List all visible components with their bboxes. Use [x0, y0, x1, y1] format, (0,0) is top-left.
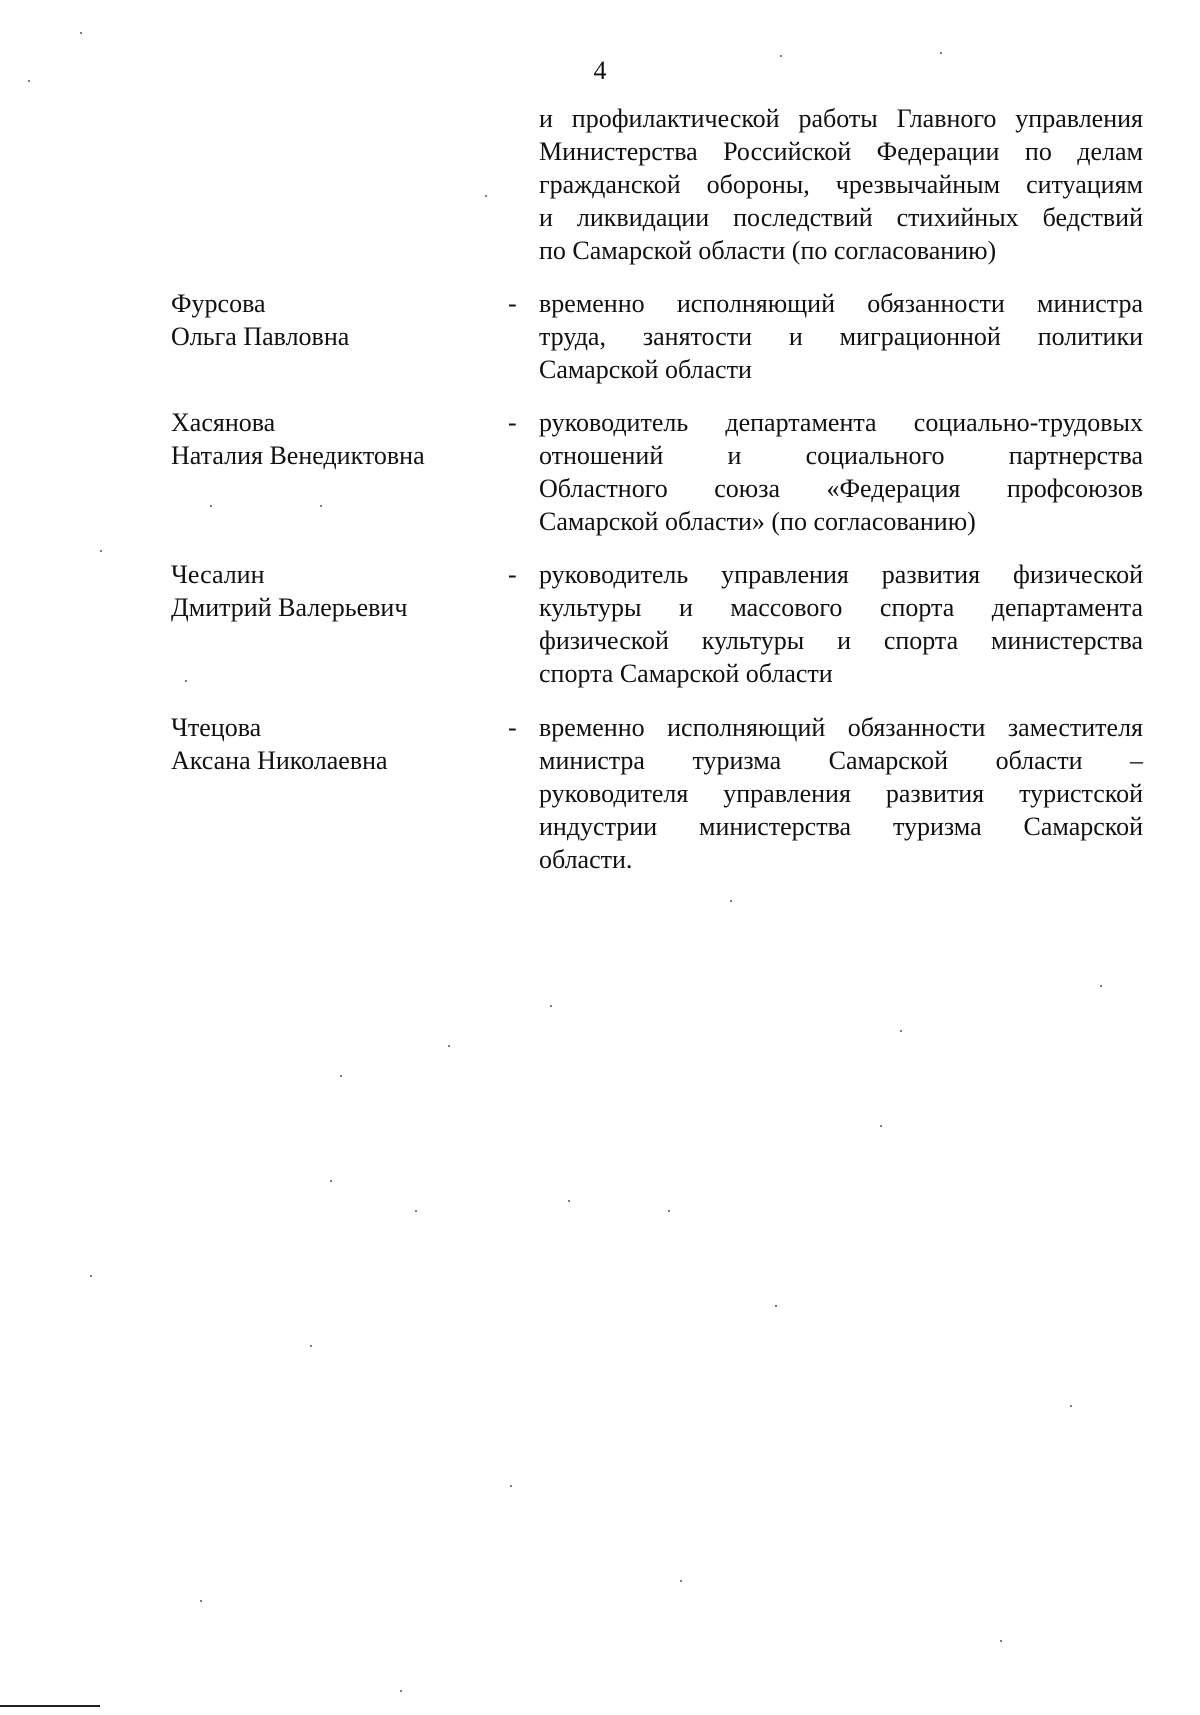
continuation-line: Министерства Российской Федерации по делам [539, 137, 1143, 166]
position-line: временно исполняющий обязанности заместителя [539, 713, 1143, 742]
entry-dash: - [508, 713, 517, 742]
scan-speck [330, 1180, 332, 1182]
continuation-line: и ликвидации последствий стихийных бедствий [539, 203, 1143, 232]
scan-speck [90, 1275, 92, 1277]
continuation-line: и профилактической работы Главного управления [539, 104, 1143, 133]
scan-speck [680, 1580, 682, 1582]
position-line: культуры и массового спорта департамента [539, 593, 1143, 622]
scan-speck [100, 550, 102, 552]
member-given-names: Дмитрий Валерьевич [171, 593, 408, 622]
scan-speck [1070, 1405, 1072, 1407]
scan-speck [415, 1210, 417, 1212]
position-line: Областного союза «Федерация профсоюзов [539, 474, 1143, 503]
scan-speck [340, 1075, 342, 1077]
position-line: Самарской области» (по согласованию) [539, 507, 976, 536]
position-line: руководитель департамента социально-трудовых [539, 408, 1143, 437]
member-position [539, 287, 1143, 386]
member-name [171, 406, 491, 472]
scan-speck [780, 55, 782, 57]
position-line: отношений и социального партнерства [539, 441, 1143, 470]
scan-speck [1000, 1640, 1002, 1642]
scan-speck [448, 1045, 450, 1047]
scan-speck [80, 32, 82, 34]
scan-speck [400, 1690, 402, 1692]
scan-speck [485, 195, 487, 197]
scan-speck [880, 1125, 882, 1127]
member-given-names: Ольга Павловна [171, 322, 350, 351]
entry-dash: - [508, 289, 517, 318]
position-line: физической культуры и спорта министерства [539, 626, 1143, 655]
position-line: руководителя управления развития туристской [539, 779, 1143, 808]
position-line: министра туризма Самарской области – [539, 746, 1143, 775]
member-surname: Чесалин [171, 560, 265, 589]
member-surname: Фурсова [171, 289, 266, 318]
position-line: индустрии министерства туризма Самарской [539, 812, 1143, 841]
page-number: 4 [593, 56, 607, 85]
member-position [539, 406, 1143, 538]
continuation-line: гражданской обороны, чрезвычайным ситуациям [539, 170, 1143, 199]
member-name [171, 287, 491, 353]
member-surname: Хасянова [171, 408, 276, 437]
scan-speck [210, 505, 212, 507]
scan-speck [185, 680, 187, 682]
position-line: временно исполняющий обязанности министра [539, 289, 1143, 318]
scan-speck [320, 505, 322, 507]
scan-speck [730, 900, 732, 902]
member-given-names: Наталия Венедиктовна [171, 441, 425, 470]
member-surname: Чтецова [171, 713, 262, 742]
member-name [171, 558, 491, 624]
position-line: области. [539, 845, 633, 874]
entry-dash: - [508, 408, 517, 437]
entry-dash: - [508, 560, 517, 589]
scan-speck [200, 1600, 202, 1602]
continuation-text [539, 102, 1143, 267]
position-line: руководитель управления развития физической [539, 560, 1143, 589]
scan-speck [28, 80, 30, 82]
scan-speck [940, 52, 942, 54]
position-line: спорта Самарской области [539, 659, 833, 688]
scan-speck [900, 1030, 902, 1032]
member-name [171, 711, 491, 777]
position-line: труда, занятости и миграционной политики [539, 322, 1143, 351]
scan-speck [510, 1485, 512, 1487]
scan-speck [1100, 985, 1102, 987]
member-position [539, 558, 1143, 690]
scan-speck [568, 1200, 570, 1202]
scan-speck [775, 1305, 777, 1307]
member-position [539, 711, 1143, 876]
continuation-line: по Самарской области (по согласованию) [539, 236, 997, 265]
member-given-names: Аксана Николаевна [171, 746, 388, 775]
scan-speck [550, 1005, 552, 1007]
scan-edge-line [0, 1705, 100, 1707]
scan-speck [668, 1210, 670, 1212]
position-line: Самарской области [539, 355, 752, 384]
scan-speck [310, 1345, 312, 1347]
